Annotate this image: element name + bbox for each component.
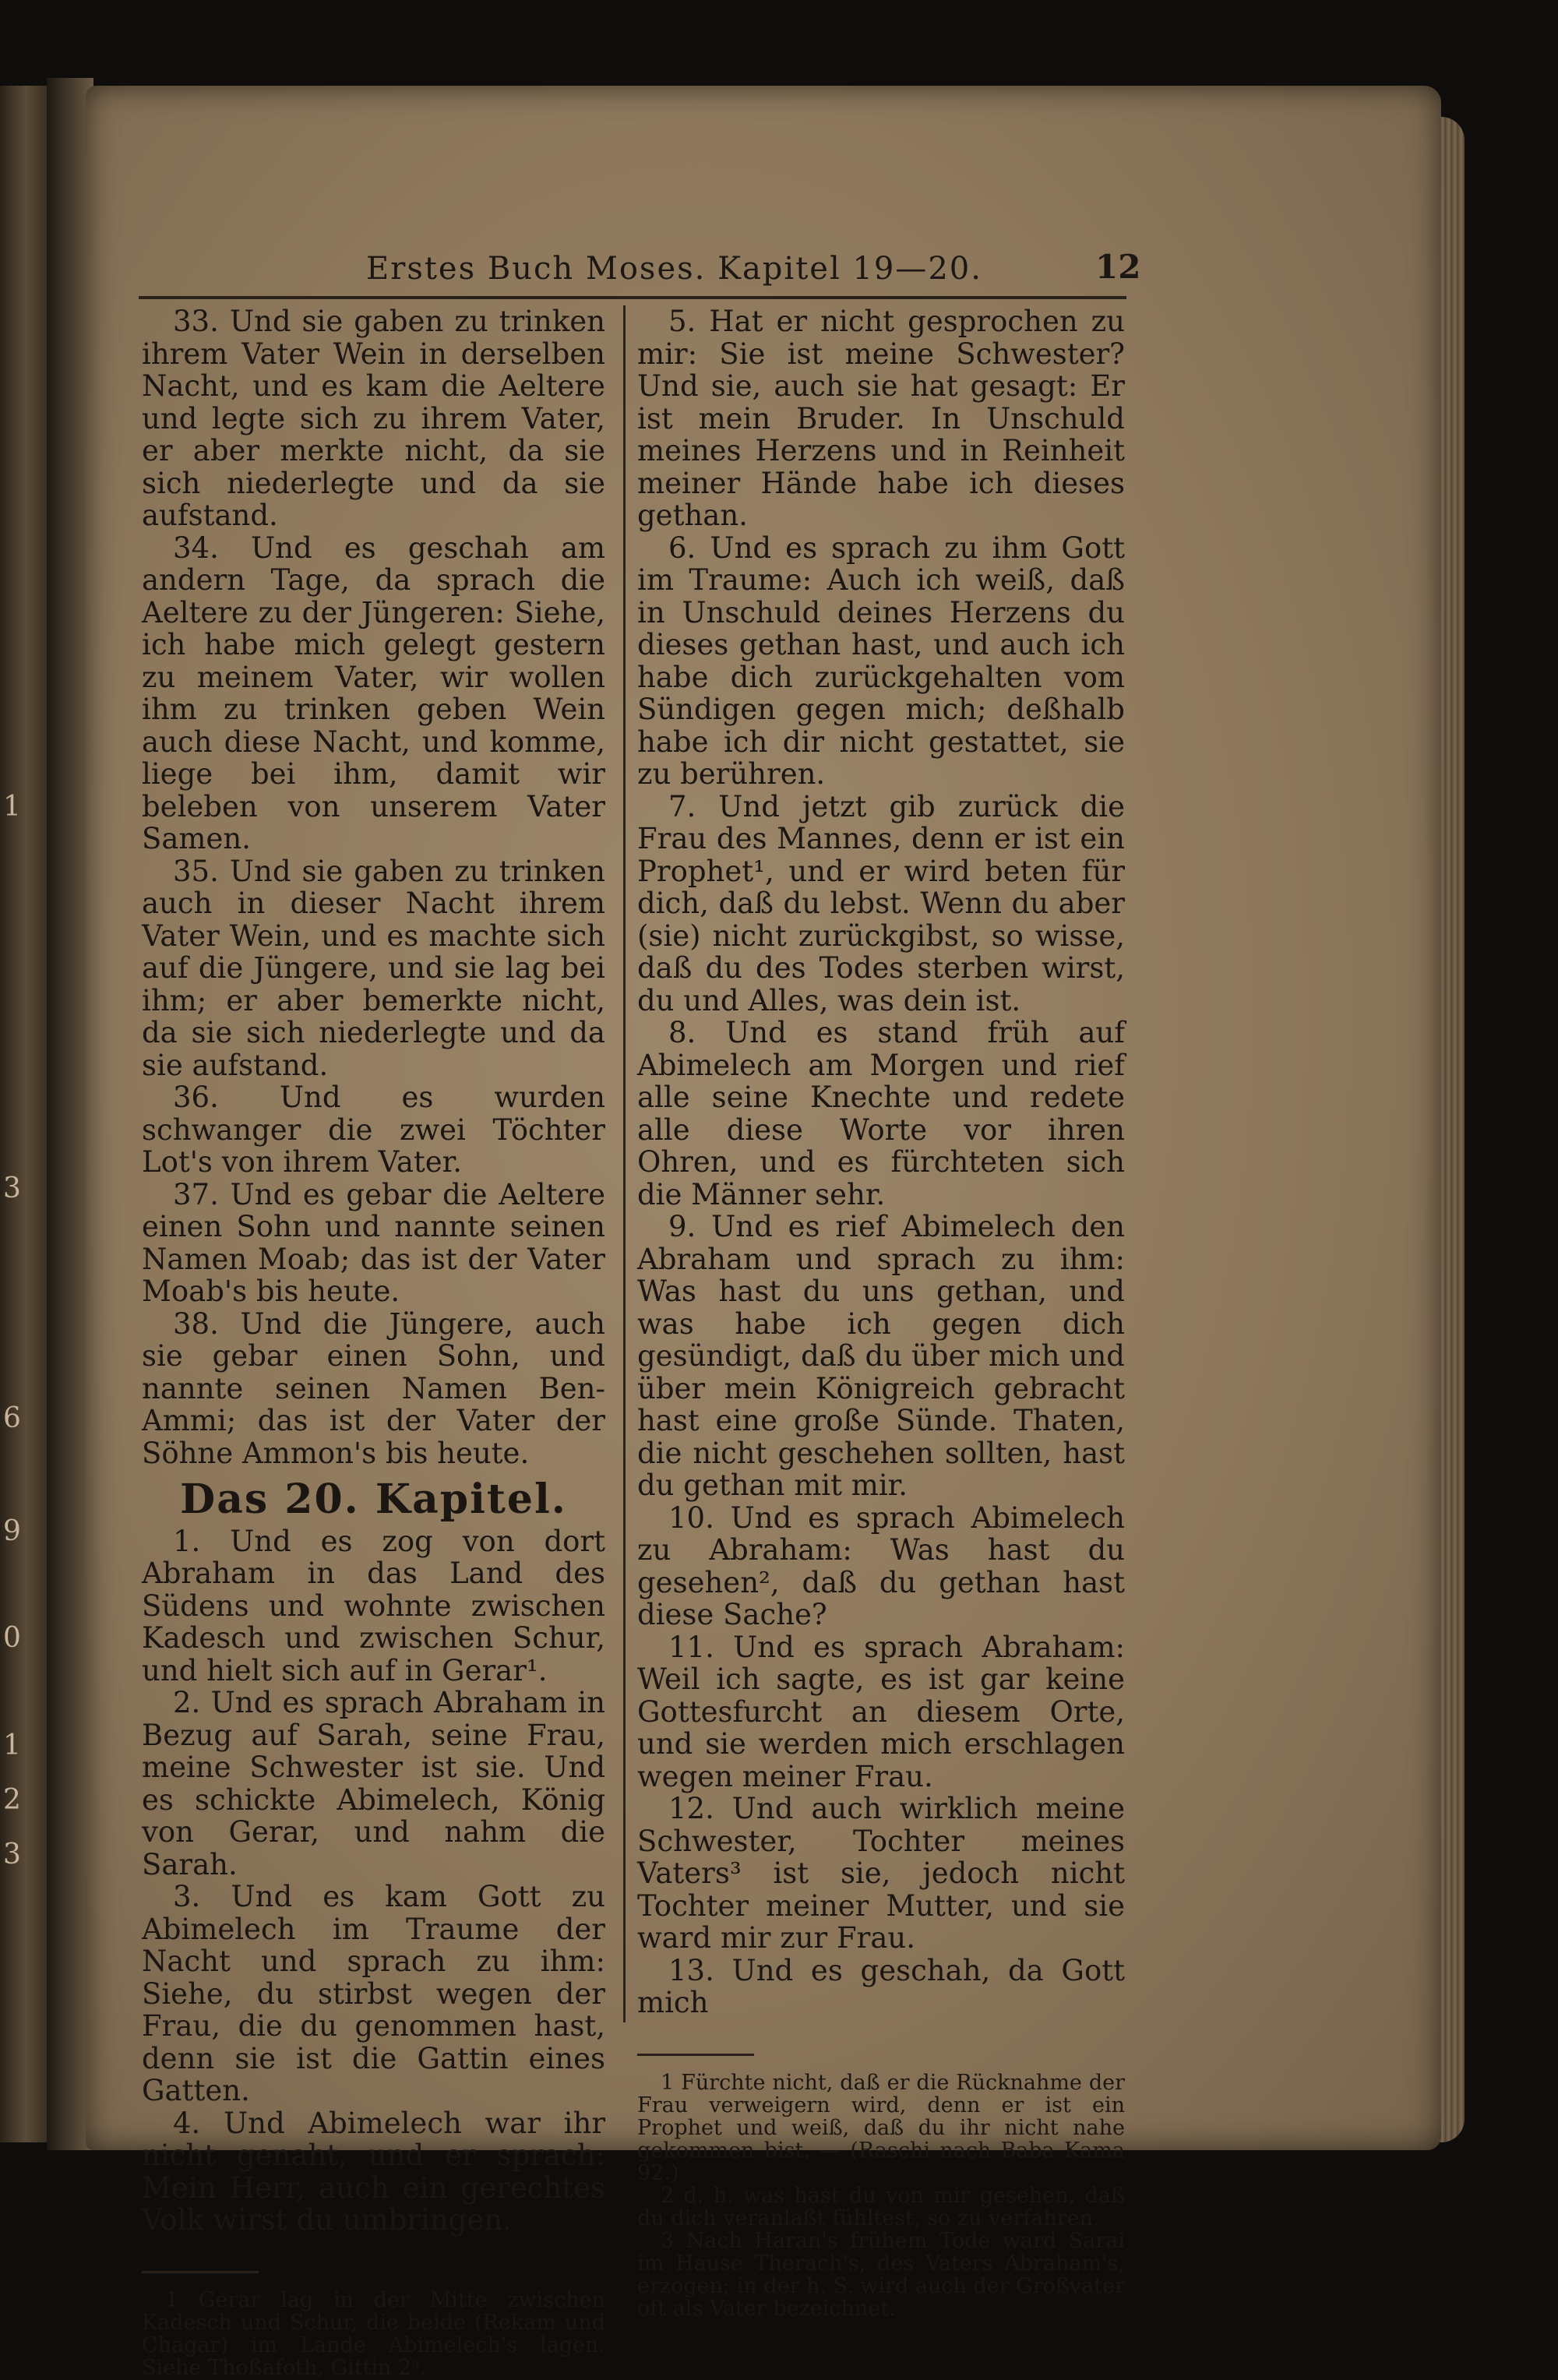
- running-header: Erstes Buch Moses. Kapitel 19—20.: [366, 251, 982, 287]
- column-divider: [623, 305, 626, 2022]
- verse: 7. Und jetzt gib zurück die Frau des Mannes, denn er ist ein Prophet¹, und er wird beten für dich, daß du lebst. Wenn du aber (sie) nicht zurückgibst, so wisse, daß du des Todes sterben wirst, du und Alles, was dein ist.: [637, 789, 1125, 1017]
- verse: 36. Und es wurden schwanger die zwei Töchter Lot's von ihrem Vater.: [142, 1081, 605, 1179]
- margin-mark: 0: [3, 1622, 21, 1654]
- verse: 9. Und es rief Abimelech den Abraham und sprach zu ihm: Was hast du uns gethan, und was habe ich gegen dich gesündigt, daß du über mich und über mein Königreich gebracht hast eine große Sünde. Thaten, die nicht geschehen sollten, hast du gethan mit mir.: [637, 1210, 1125, 1502]
- header-rule: [139, 296, 1126, 299]
- margin-mark: 3: [3, 1839, 21, 1871]
- verse: 4. Und Abimelech war ihr nicht genaht, und er sprach: Mein Herr, auch ein gerechtes Volk wirst du umbringen.: [142, 2106, 605, 2237]
- page-number: 12: [1095, 248, 1141, 286]
- footnote: 1 Fürchte nicht, daß er die Rücknahme der Frau verweigern wird, denn er ist ein Prophet und weiß, daß du ihr nicht nahe gekommen bist. — (Raschi nach Baba Kama 92.): [637, 2070, 1125, 2185]
- margin-mark: 1: [3, 791, 21, 823]
- right-column: [637, 305, 1125, 2320]
- verse: 1. Und es zog von dort Abraham in das Land des Südens und wohnte zwischen Kadesch und zwischen Schur, und hielt sich auf in Gerar¹.: [142, 1524, 605, 1687]
- verse: 35. Und sie gaben zu trinken auch in dieser Nacht ihrem Vater Wein, und es machte sich auf die Jüngere, und sie lag bei ihm; er aber bemerkte nicht, da sie sich niederlegte und da sie aufstand.: [142, 854, 605, 1082]
- margin-mark: 2: [3, 1784, 21, 1816]
- left-column: [142, 305, 605, 2379]
- footnote: 3 Nach Haran's frühem Tode ward Sarai im Hause Therach's, des Vaters Abraham's, erzogen; in der h. S. wird auch der Großvater oft als Vater bezeichnet.: [637, 2228, 1126, 2321]
- verse: 13. Und es geschah, da Gott mich: [637, 1953, 1125, 2019]
- verse: 38. Und die Jüngere, auch sie gebar einen Sohn, und nannte seinen Namen Ben-Ammi; das ist der Vater der Söhne Ammon's bis heute.: [142, 1306, 605, 1470]
- margin-mark: 6: [3, 1402, 21, 1434]
- verse: 33. Und sie gaben zu trinken ihrem Vater Wein in derselben Nacht, und es kam die Aeltere und legte sich zu ihrem Vater, er aber merkte nicht, da sie sich niederlegte und da sie aufstand.: [142, 305, 605, 532]
- verse: 2. Und es sprach Abraham in Bezug auf Sarah, seine Frau, meine Schwester ist sie. Und es schickte Abimelech, König von Gerar, und nahm die Sarah.: [142, 1686, 605, 1881]
- verse: 10. Und es sprach Abimelech zu Abraham: Was hast du gesehen², daß du gethan hast diese Sache?: [637, 1500, 1125, 1631]
- left-page-margin-marks: [0, 0, 31, 2280]
- footnote: 2 d. h. was hast du von mir gesehen, daß du dich veranlaßt fühltest, so zu verfahren.: [637, 2183, 1125, 2230]
- verse: 12. Und auch wirklich meine Schwester, Tochter meines Vaters³ ist sie, jedoch nicht Tochter meiner Mutter, und sie ward mir zur Frau.: [637, 1792, 1125, 1955]
- verse: 8. Und es stand früh auf Abimelech am Morgen und rief alle seine Knechte und redete alle diese Worte vor ihren Ohren, und es fürchteten sich die Männer sehr.: [637, 1016, 1125, 1211]
- verse: 11. Und es sprach Abraham: Weil ich sagte, es ist gar keine Gottesfurcht an diesem Orte, und sie werden mich erschlagen wegen meiner Frau.: [637, 1630, 1125, 1793]
- verse: 34. Und es geschah am andern Tage, da sprach die Aeltere zu der Jüngeren: Siehe, ich habe mich gelegt gestern zu meinem Vater, wir wollen ihm zu trinken geben Wein auch diese Nacht, und komme, liege bei ihm, damit wir beleben von unserem Vater Samen.: [142, 531, 605, 855]
- verse: 5. Hat er nicht gesprochen zu mir: Sie ist meine Schwester? Und sie, auch sie hat gesagt: Er ist mein Bruder. In Unschuld meines Herzens und in Reinheit meiner Hände habe ich dieses gethan.: [637, 305, 1125, 532]
- footnote-rule: [142, 2271, 259, 2273]
- chapter-heading: Das 20. Kapitel.: [180, 1476, 567, 1523]
- verse: 37. Und es gebar die Aeltere einen Sohn und nannte seinen Namen Moab; das ist der Vater Moab's bis heute.: [142, 1177, 605, 1308]
- footnote-rule: [637, 2054, 754, 2056]
- margin-mark: 9: [3, 1515, 21, 1547]
- footnote: 1 Gerar lag in der Mitte zwischen Kadesch und Schur, die beide (Rekam und Chagar) im Lande Abimelech's lagen. Siehe Thoßafoth, Gittin 2ᵃ.: [142, 2287, 605, 2380]
- margin-mark: 1: [3, 1729, 21, 1761]
- margin-mark: 3: [3, 1172, 21, 1204]
- verse: 6. Und es sprach zu ihm Gott im Traume: Auch ich weiß, daß in Unschuld deines Herzens du dieses gethan hast, und auch ich habe dich zurückgehalten vom Sündigen gegen mich; deßhalb habe ich dir nicht gestattet, sie zu berühren.: [637, 531, 1125, 791]
- verse: 3. Und es kam Gott zu Abimelech im Traume der Nacht und sprach zu ihm: Siehe, du stirbst wegen der Frau, die du genommen hast, denn sie ist die Gattin eines Gatten.: [142, 1880, 605, 2107]
